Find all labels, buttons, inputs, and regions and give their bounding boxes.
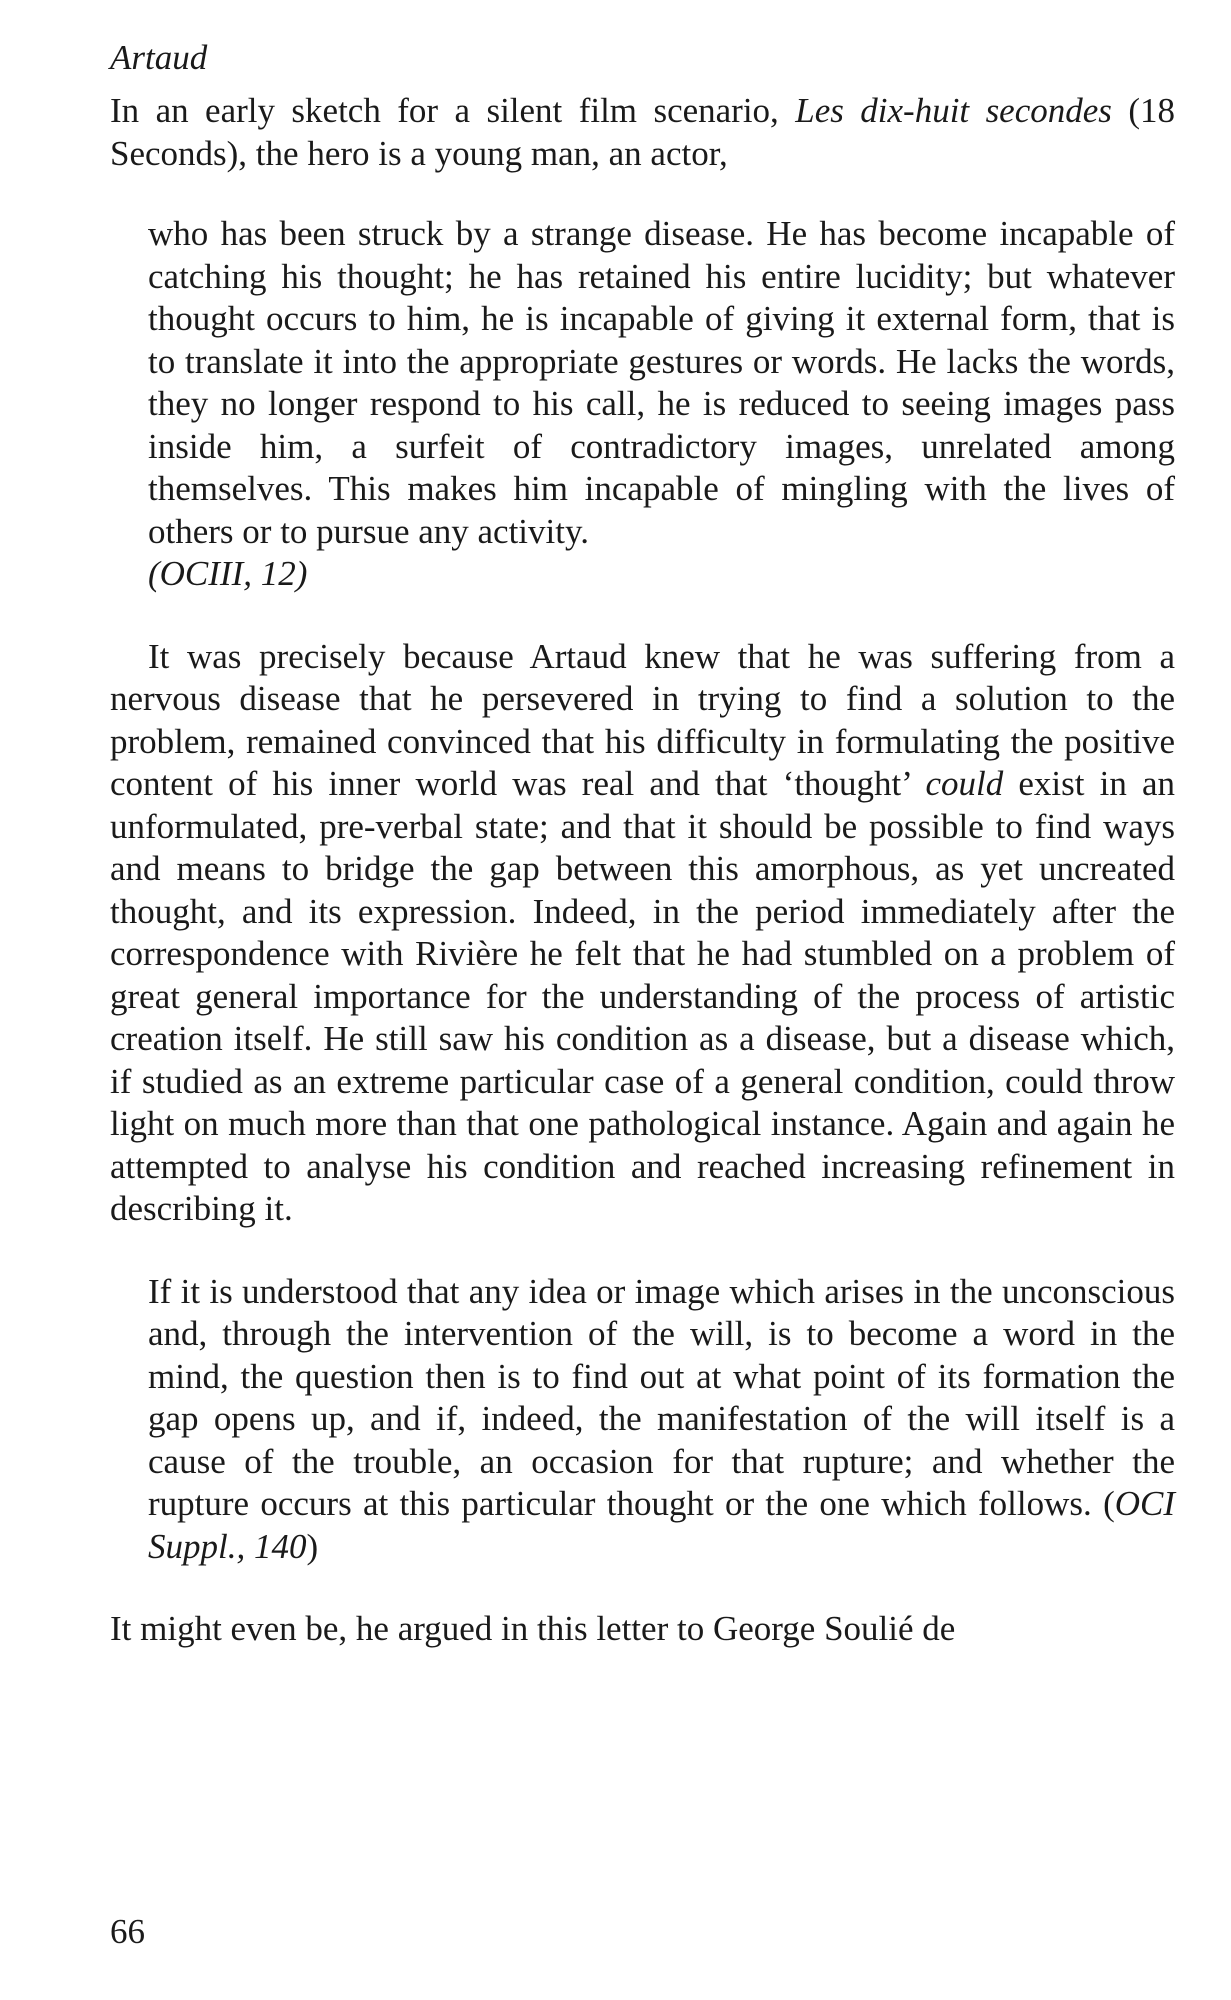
body-text-end: exist in an unformulated, pre-verbal state; and that it should be possible to find ways and means to bridge the gap between this amorphous, as yet uncreated thought, and its expression. Indeed, in the period immediately after the correspondence with Rivière he felt that he had stumbled on a problem of great general importance for the understanding of the process of artistic creation itself. He still saw his condition as a disease, but a disease which, if studied as an extreme particular case of a general condition, could throw light on much more than that one pathological instance. Again and again he attempted to analyse his condition and reached increasing refinement in describing it.: [110, 764, 1175, 1228]
spacer: [110, 1568, 1175, 1608]
intro-text-end: (18 Seconds), the hero is a young man, an actor,: [110, 91, 1176, 173]
block-quote-2-paren-open: (: [1103, 1484, 1115, 1523]
body-paragraph: [110, 636, 1175, 1231]
block-quote-1: [148, 213, 1175, 596]
spacer: [110, 596, 1175, 636]
intro-text-start: In an early sketch for a silent film scenario,: [110, 91, 796, 130]
intro-paragraph: [110, 90, 1175, 175]
body-text-start: It was precisely because Artaud knew that he was suffering from a nervous disease that he persevered in trying to find a solution to the problem, remained convinced that his difficulty in formulating the positive content of his inner world was real and that ‘thought’: [110, 636, 1175, 803]
film-title: Les dix-huit secondes: [795, 91, 1112, 130]
block-quote-2-paren-close: ): [306, 1526, 319, 1566]
spacer: [110, 1231, 1175, 1271]
block-quote-2-citation: OCI Suppl., 140: [148, 1484, 1175, 1566]
page-number: 66: [110, 1912, 145, 1951]
running-head: Artaud: [110, 38, 208, 77]
block-quote-2-text: If it is understood that any idea or image which arises in the unconscious and, through the intervention of the will, is to become a word in the mind, the question then is to find out at what point of its formation the gap opens up, and if, indeed, the manifestation of the will itself is a cause of the trouble, an occasion for that rupture; and whether the rupture occurs at this particular thought or the one which follows.: [148, 1271, 1175, 1523]
page-content: [110, 36, 1175, 1651]
block-quote-1-citation: (OCIII, 12): [148, 554, 308, 593]
emphasis-word: could: [925, 764, 1004, 803]
closing-paragraph: It might even be, he argued in this letter to George Soulié de: [110, 1609, 956, 1648]
block-quote-1-text: who has been struck by a strange disease. He has become incapable of catching his thought; he has retained his entire lucidity; but whatever thought occurs to him, he is incapable of giving it external form, that is to translate it into the appropriate gestures or words. He lacks the words, they no longer respond to his call, he is reduced to seeing images pass inside him, a surfeit of contradictory images, unrelated among themselves. This makes him incapable of mingling with the lives of others or to pursue any activity.: [148, 214, 1175, 551]
block-quote-2: [148, 1271, 1175, 1569]
spacer: [110, 175, 1175, 213]
